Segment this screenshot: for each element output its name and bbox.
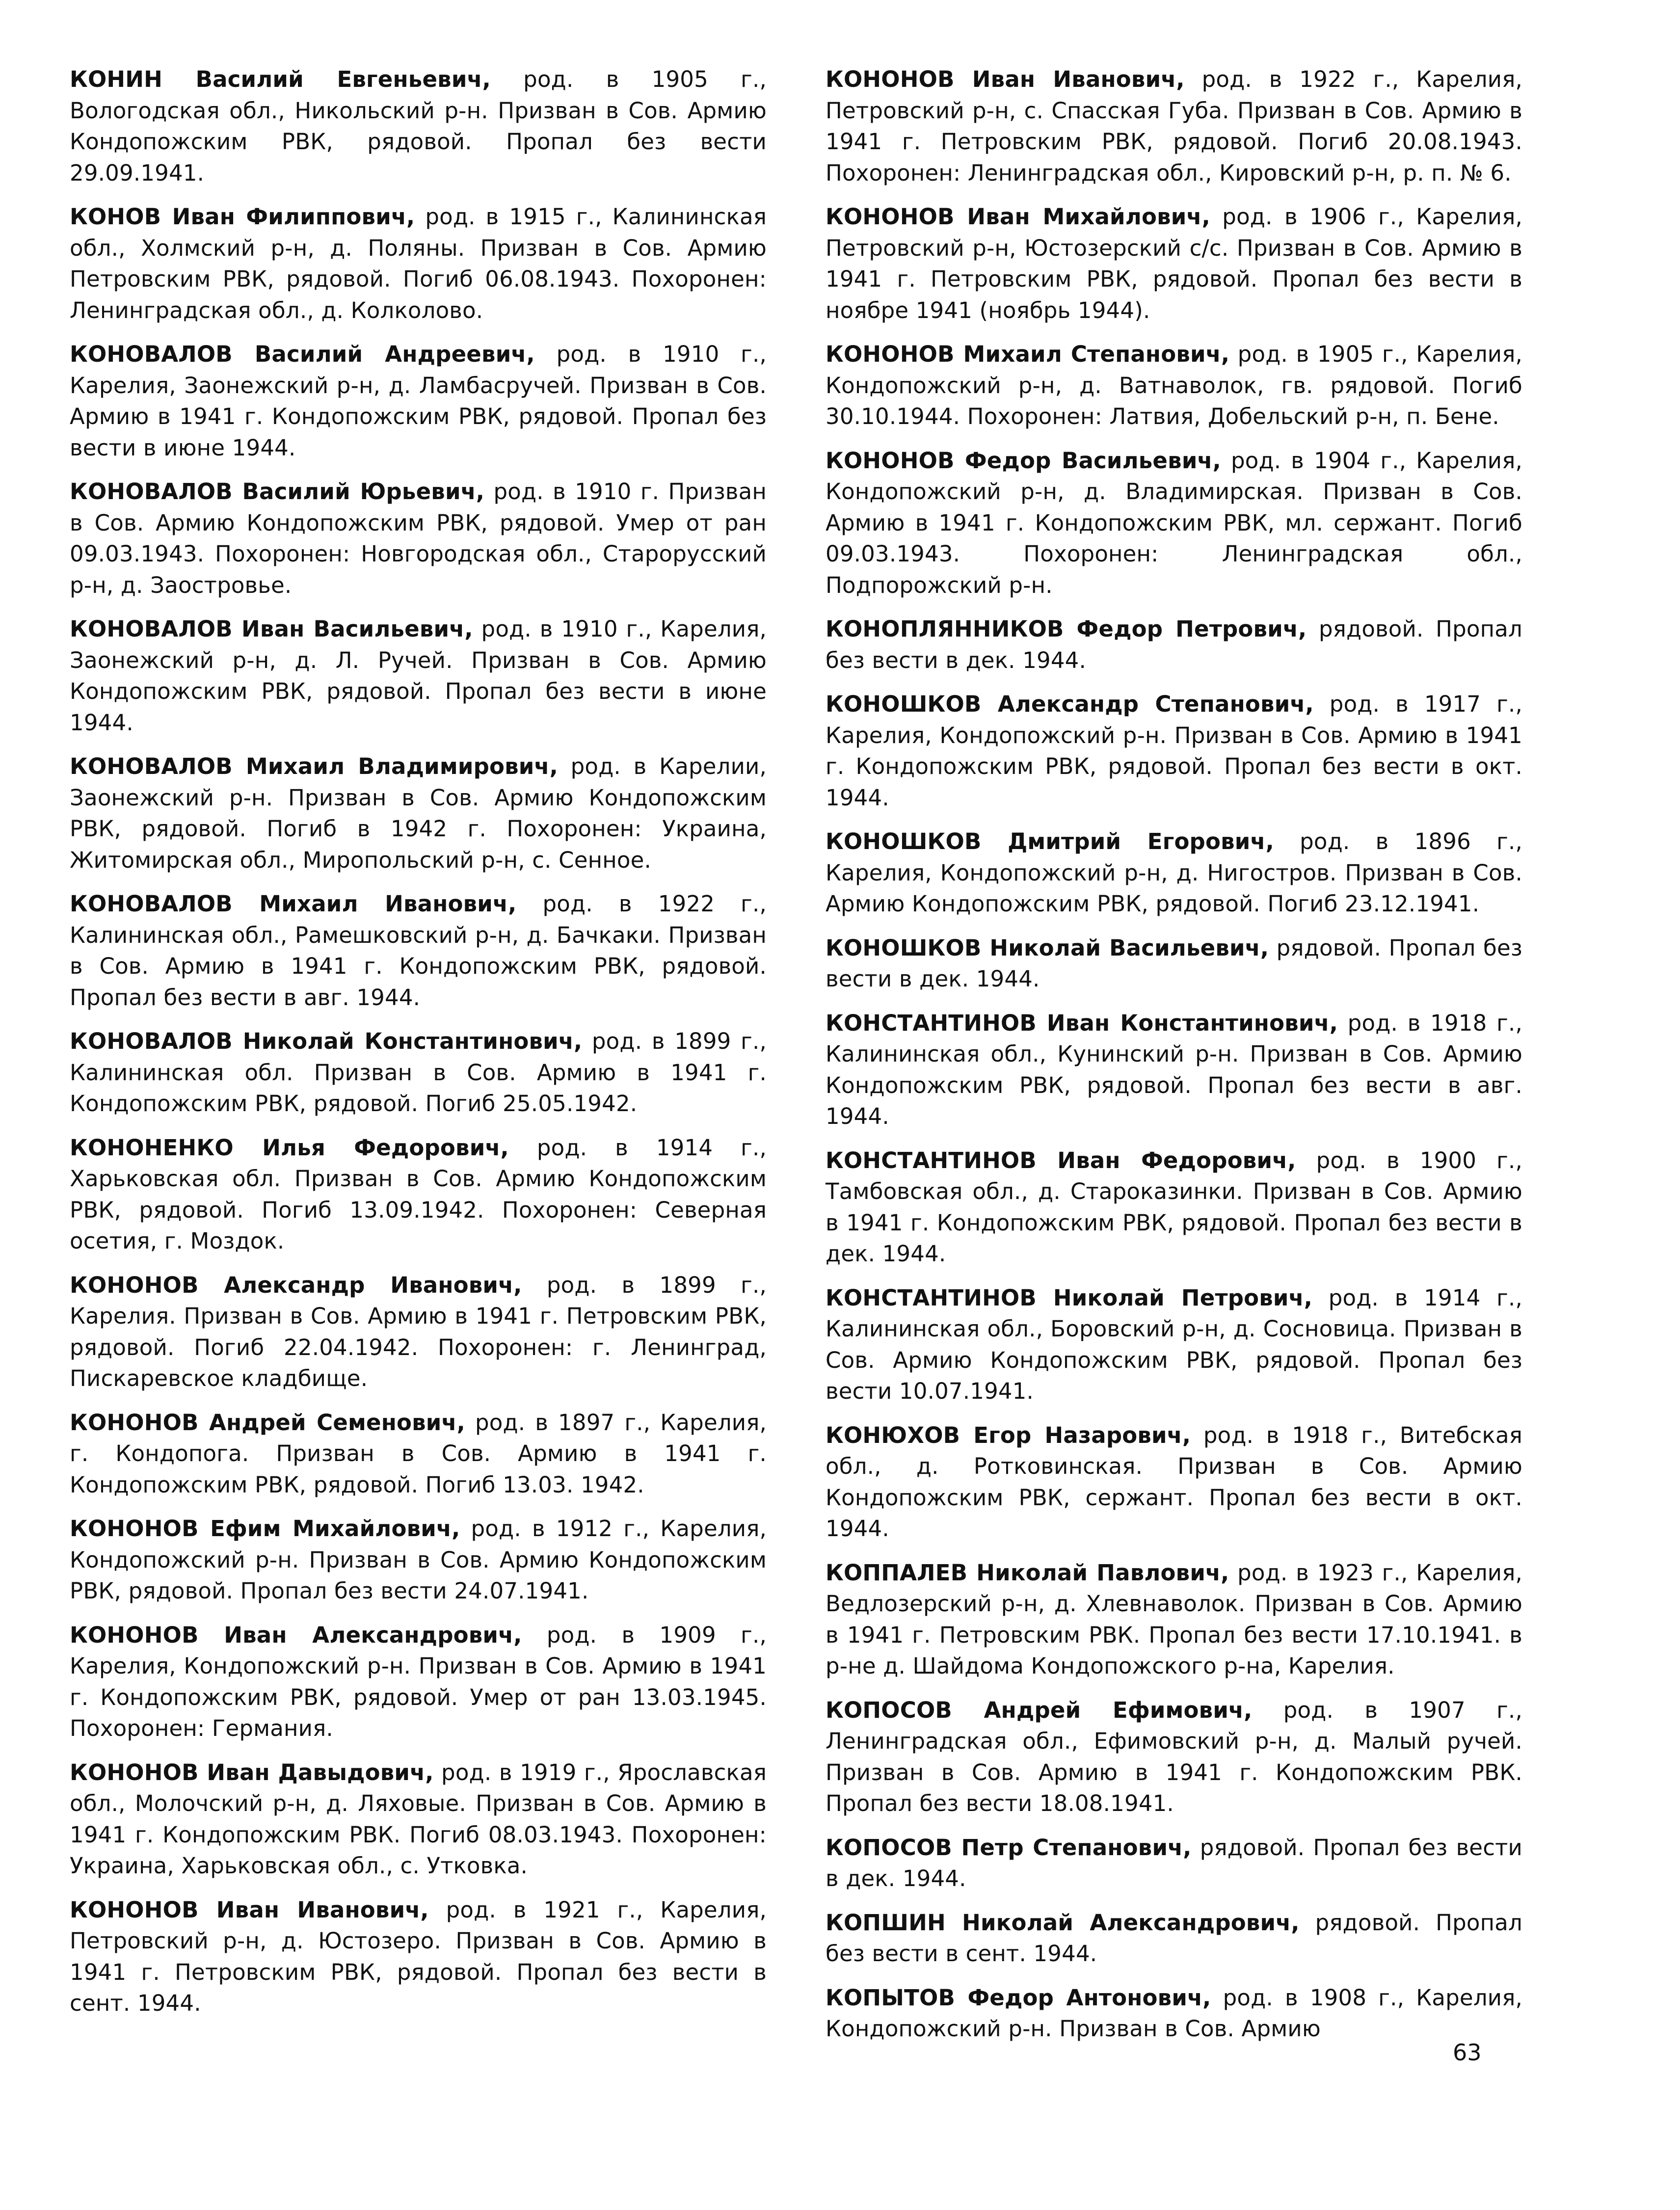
- entry-name: КОНОНОВ Иван Иванович,: [70, 1896, 429, 1923]
- entry-name: КОНСТАНТИНОВ Николай Петрович,: [826, 1284, 1313, 1311]
- entry-name: КОПШИН Николай Александрович,: [826, 1909, 1300, 1936]
- entry: [826, 1557, 1522, 1682]
- entry: [70, 1270, 767, 1394]
- entry-name: КОНСТАНТИНОВ Иван Федорович,: [826, 1147, 1296, 1173]
- entry-text: род. в 1899 г., Карелия. Призван в Сов. Армию в 1941 г. Петровским РВК, рядовой. Погиб 22.04.1942. Похоронен: г. Ленинград, Пискаревское кладбище.: [70, 1272, 767, 1391]
- entry-text: род. в 1912 г., Карелия, Кондопожский р-н. Призван в Сов. Армию Кондопожским РВК, рядовой. Пропал без вести 24.07.1941.: [70, 1516, 767, 1604]
- entry-name: КОНОШКОВ Николай Васильевич,: [826, 934, 1269, 961]
- entry-text: род. в 1914 г., Харьковская обл. Призван в Сов. Армию Кондопожским РВК, рядовой. Погиб 13.09.1942. Похоронен: Северная осетия, г. Моздок.: [70, 1134, 767, 1254]
- entry-text: род. в 1896 г., Карелия, Кондопожский р-н, д. Нигостров. Призван в Сов. Армию Кондопожским РВК, рядовой. Погиб 23.12.1941.: [826, 828, 1522, 917]
- entry-name: КОНОШКОВ Дмитрий Егорович,: [826, 828, 1274, 854]
- entry: [70, 888, 767, 1013]
- entry-text: род. в 1922 г., Калининская обл., Рамешковский р-н, д. Бачкаки. Призван в Сов. Армию в 1941 г. Кондопожским РВК, рядовой. Пропал без вести в авг. 1944.: [70, 891, 767, 1011]
- entry-text: род. в 1915 г., Калининская обл., Холмский р-н, д. Поляны. Призван в Сов. Армию Петровским РВК, рядовой. Погиб 06.08.1943. Похоронен: Ленинградская обл., д. Колколово.: [70, 204, 767, 323]
- entry-name: КОНОПЛЯННИКОВ Федор Петрович,: [826, 616, 1307, 642]
- entry-name: КОНОШКОВ Александр Степанович,: [826, 691, 1314, 717]
- entry: [826, 1832, 1522, 1894]
- entry: [70, 1894, 767, 2019]
- entry: [826, 445, 1522, 601]
- entry-name: КОПЫТОВ Федор Антонович,: [826, 1984, 1211, 2011]
- entry-text: род. в 1918 г., Витебская обл., д. Ротковинская. Призван в Сов. Армию Кондопожским РВК, сержант. Пропал без вести в окт. 1944.: [826, 1422, 1522, 1542]
- entry: [826, 339, 1522, 432]
- entry-name: КОНОНОВ Александр Иванович,: [70, 1272, 522, 1298]
- entry-name: КОНОНОВ Иван Давыдович,: [70, 1759, 434, 1785]
- entry-text: род. в 1897 г., Карелия, г. Кондопога. Призван в Сов. Армию в 1941 г. Кондопожским РВК, рядовой. Погиб 13.03. 1942.: [70, 1409, 767, 1498]
- left-column: [70, 64, 767, 2032]
- entry-text: род. в 1906 г., Карелия, Петровский р-н, Юстозерский с/с. Призван в Сов. Армию в 1941 г. Петровским РВК, рядовой. Пропал без вести в ноябре 1941 (ноябрь 1944).: [826, 204, 1523, 323]
- entry-name: КОНОНОВ Иван Александрович,: [70, 1622, 522, 1648]
- entry-text: род. в 1914 г., Калининская обл., Боровский р-н, д. Сосновица. Призван в Сов. Армию Кондопожским РВК, рядовой. Пропал без вести 10.07.1941.: [826, 1284, 1522, 1404]
- entry-name: КОНСТАНТИНОВ Иван Константинович,: [826, 1010, 1338, 1036]
- entry: [826, 1420, 1522, 1544]
- entry-text: род. в 1904 г., Карелия, Кондопожский р-н, д. Владимирская. Призван в Сов. Армию в 1941 г. Кондопожским РВК, мл. сержант. Погиб 09.03.1943. Похоронен: Ленинградская обл., Подпорожский р-н.: [826, 447, 1523, 598]
- entry-text: рядовой. Пропал без вести в дек. 1944.: [826, 616, 1522, 673]
- entry: [826, 64, 1522, 188]
- entry-name: КОНОНОВ Андрей Семенович,: [70, 1409, 465, 1436]
- entry-name: КОНОВАЛОВ Николай Константинович,: [70, 1028, 583, 1054]
- entry-text: род. в Карелии, Заонежский р-н. Призван в Сов. Армию Кондопожским РВК, рядовой. Погиб в 1942 г. Похоронен: Украина, Житомирская обл., Миропольский р-н, с. Сенное.: [70, 753, 767, 873]
- entry: [70, 64, 767, 188]
- entry-name: КОНОНОВ Федор Васильевич,: [826, 447, 1221, 474]
- right-column: [826, 64, 1522, 2057]
- entry: [70, 751, 767, 876]
- entry-name: КОНОНЕНКО Илья Федорович,: [70, 1134, 509, 1161]
- entry-text: род. в 1910 г., Карелия, Заонежский р-н, д. Л. Ручей. Призван в Сов. Армию Кондопожским РВК, рядовой. Пропал без вести в июне 1944.: [70, 616, 767, 736]
- entry: [70, 339, 767, 463]
- entry: [70, 1757, 767, 1882]
- entry-text: род. в 1918 г., Калининская обл., Кунинский р-н. Призван в Сов. Армию Кондопожским РВК, рядовой. Пропал без вести в авг. 1944.: [826, 1010, 1522, 1129]
- entry: [826, 1282, 1522, 1407]
- entry-name: КОНОВАЛОВ Василий Юрьевич,: [70, 479, 485, 505]
- entry: [70, 1620, 767, 1744]
- entry-text: род. в 1910 г., Карелия, Заонежский р-н, д. Ламбасручей. Призван в Сов. Армию в 1941 г. Кондопожским РВК, рядовой. Пропал без вести в июне 1944.: [70, 341, 767, 461]
- entry-name: КОППАЛЕВ Николай Павлович,: [826, 1559, 1229, 1586]
- entry-name: КОНОВАЛОВ Василий Андреевич,: [70, 341, 535, 367]
- entry-text: рядовой. Пропал без вести в сент. 1944.: [826, 1909, 1522, 1967]
- entry-text: рядовой. Пропал без вести в дек. 1944.: [826, 1834, 1522, 1891]
- entry: [826, 1145, 1522, 1270]
- entry: [70, 1407, 767, 1501]
- entry-text: род. в 1905 г., Вологодская обл., Никольский р-н. Призван в Сов. Армию Кондопожским РВК, рядовой. Пропал без вести 29.09.1941.: [70, 66, 767, 186]
- entry-text: род. в 1907 г., Ленинградская обл., Ефимовский р-н, д. Малый ручей. Призван в Сов. Армию в 1941 г. Кондопожским РВК. Пропал без вести 18.08.1941.: [826, 1697, 1522, 1816]
- entry: [70, 1513, 767, 1607]
- entry-text: род. в 1909 г., Карелия, Кондопожский р-н. Призван в Сов. Армию в 1941 г. Кондопожским РВК, рядовой. Умер от ран 13.03.1945. Похоронен: Германия.: [70, 1622, 767, 1741]
- entry: [70, 1132, 767, 1257]
- entry: [826, 932, 1522, 995]
- entry-name: КОНОНОВ Иван Михайлович,: [826, 204, 1210, 230]
- entry-text: род. в 1910 г. Призван в Сов. Армию Кондопожским РВК, рядовой. Умер от ран 09.03.1943. Похоронен: Новгородская обл., Старорусский р-н, д. Заостровье.: [70, 479, 767, 598]
- entry-name: КОНОВАЛОВ Михаил Иванович,: [70, 891, 517, 917]
- entry-text: род. в 1900 г., Тамбовская обл., д. Староказинки. Призван в Сов. Армию в 1941 г. Кондопожским РВК, рядовой. Пропал без вести в дек. 1944.: [826, 1147, 1522, 1267]
- entry: [70, 613, 767, 738]
- entry-name: КОНОВАЛОВ Михаил Владимирович,: [70, 753, 558, 779]
- entry-text: род. в 1919 г., Ярославская обл., Молочский р-н, д. Ляховые. Призван в Сов. Армию в 1941 г. Кондопожским РВК. Погиб 08.03.1943. Похоронен: Украина, Харьковская обл., с. Утковка.: [70, 1759, 767, 1879]
- entry-name: КОНЮХОВ Егор Назарович,: [826, 1422, 1191, 1448]
- entry: [826, 201, 1522, 326]
- entry-name: КОПОСОВ Андрей Ефимович,: [826, 1697, 1253, 1723]
- entry-name: КОНОНОВ Ефим Михайлович,: [70, 1516, 460, 1542]
- entry-name: КОПОСОВ Петр Степанович,: [826, 1834, 1192, 1861]
- entry-text: род. в 1921 г., Карелия, Петровский р-н, д. Юстозеро. Призван в Сов. Армию в 1941 г. Петровским РВК, рядовой. Пропал без вести в сент. 1944.: [70, 1896, 767, 2016]
- entry-name: КОНОВ Иван Филиппович,: [70, 204, 415, 230]
- entry: [70, 1026, 767, 1119]
- entry-text: род. в 1923 г., Карелия, Ведлозерский р-н, д. Хлевнаволок. Призван в Сов. Армию в 1941 г. Петровским РВК. Пропал без вести 17.10.1941. в р-не д. Шайдома Кондопожского р-на, Карелия.: [826, 1559, 1523, 1679]
- entry-text: рядовой. Пропал без вести в дек. 1944.: [826, 934, 1522, 992]
- entry: [70, 201, 767, 326]
- entry-name: КОНОВАЛОВ Иван Васильевич,: [70, 616, 473, 642]
- entry-text: род. в 1905 г., Карелия, Кондопожский р-н, д. Ватнаволок, гв. рядовой. Погиб 30.10.1944. Похоронен: Латвия, Добельский р-н, п. Бене.: [826, 341, 1523, 429]
- page-number: 63: [1453, 2039, 1482, 2066]
- entry-text: род. в 1922 г., Карелия, Петровский р-н, с. Спасская Губа. Призван в Сов. Армию в 1941 г. Петровским РВК, рядовой. Погиб 20.08.1943. Похоронен: Ленинградская обл., Кировский р-н, р. п. № 6.: [826, 66, 1522, 186]
- entry-text: род. в 1908 г., Карелия, Кондопожский р-н. Призван в Сов. Армию: [826, 1984, 1522, 2042]
- entry: [826, 1982, 1522, 2045]
- entry: [826, 1695, 1522, 1819]
- entry: [826, 613, 1522, 676]
- entry: [826, 689, 1522, 813]
- entry: [826, 826, 1522, 920]
- entry: [826, 1008, 1522, 1132]
- entry-name: КОНИН Василий Евгеньевич,: [70, 66, 491, 92]
- entry-text: род. в 1917 г., Карелия, Кондопожский р-н. Призван в Сов. Армию в 1941 г. Кондопожским РВК, рядовой. Пропал без вести в окт. 1944.: [826, 691, 1522, 811]
- entry-name: КОНОНОВ Михаил Степанович,: [826, 341, 1230, 367]
- entry: [70, 476, 767, 601]
- entry-text: род. в 1899 г., Калининская обл. Призван в Сов. Армию в 1941 г. Кондопожским РВК, рядовой. Погиб 25.05.1942.: [70, 1028, 767, 1117]
- entry: [826, 1907, 1522, 1970]
- entry-name: КОНОНОВ Иван Иванович,: [826, 66, 1185, 92]
